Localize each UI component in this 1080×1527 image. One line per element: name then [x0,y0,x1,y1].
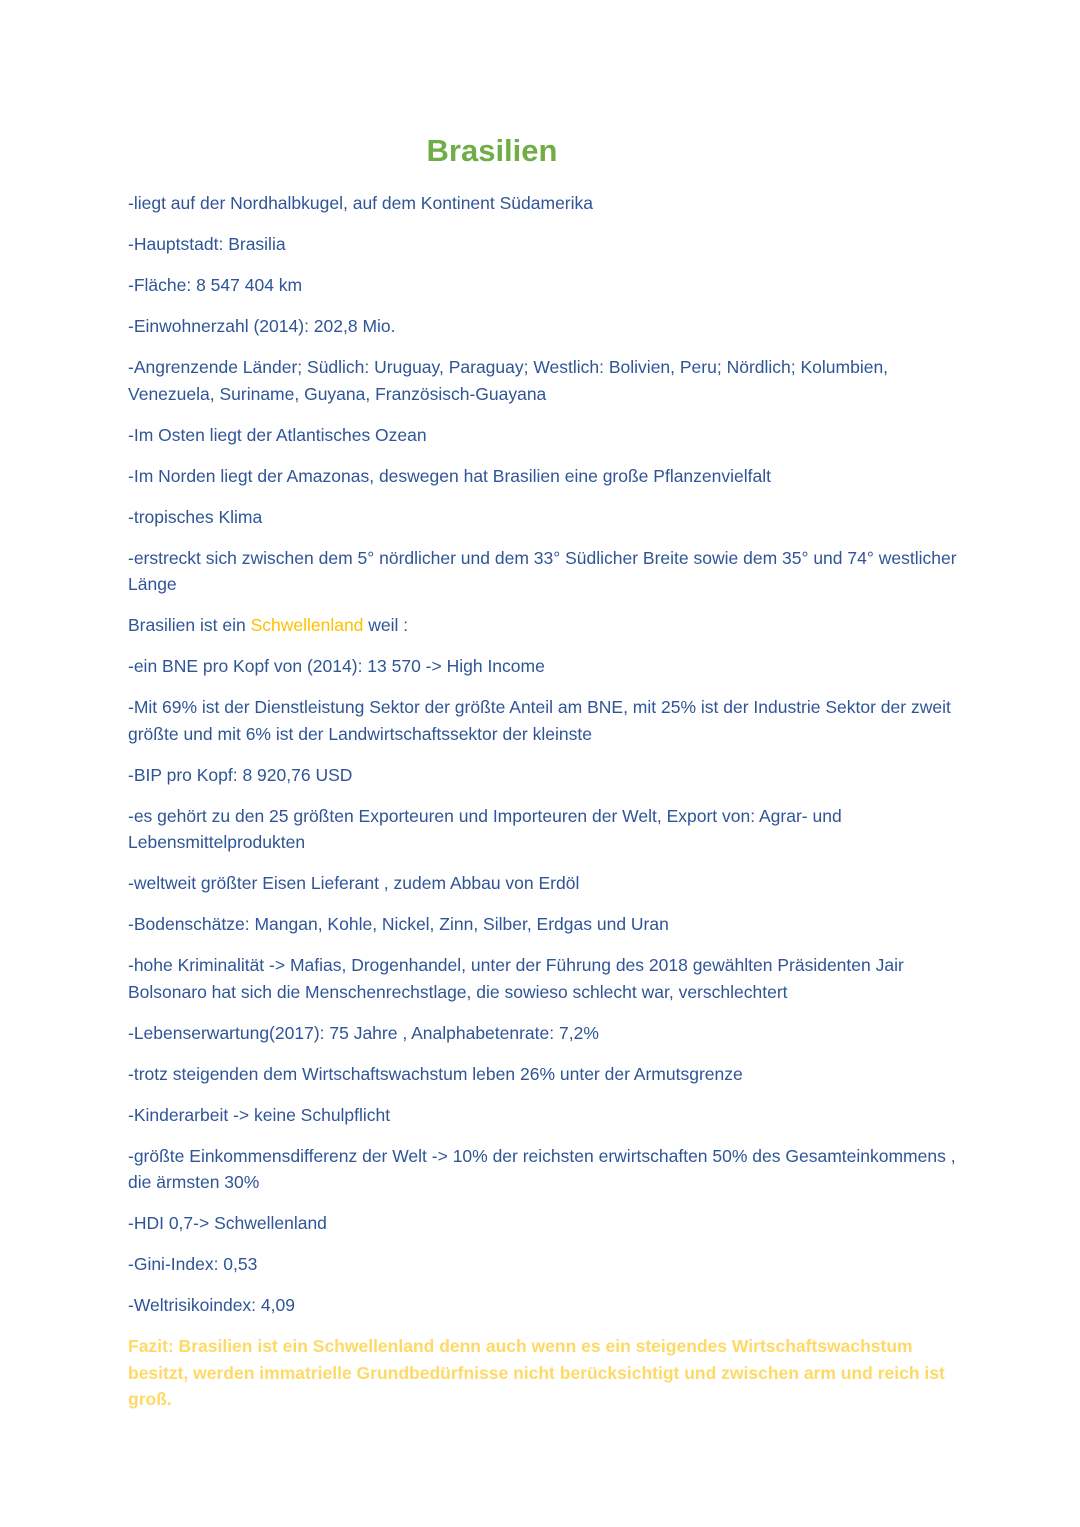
page-title: Brasilien [426,133,558,168]
list-item: -weltweit größter Eisen Lieferant , zudem Abbau von Erdöl [128,873,580,893]
list-item: -Im Osten liegt der Atlantisches Ozean [128,424,427,445]
list-item: -liegt auf der Nordhalbkugel, auf dem Kontinent Südamerika [128,193,593,213]
list-item: -Fläche: 8 547 404 km [128,275,303,295]
list-item: -größte Einkommensdifferenz der Welt -> 10% der reichsten erwirtschaften 50% des Gesamteinkommens , die ärmsten 30% [128,1145,956,1192]
list-item: -Angrenzende Länder; Südlich: Uruguay, Paraguay; Westlich: Bolivien, Peru; Nördlich; Kolumbien, Venezuela, Suriname, Guyana, Französisch-Guayana [128,357,889,404]
reason-prefix: Brasilien ist ein [128,615,251,635]
list-item: -Gini-Index: 0,53 [128,1254,258,1274]
list-item: -hohe Kriminalität -> Mafias, Drogenhandel, unter der Führung des 2018 gewählten Präsidenten Jair Bolsonaro hat sich die Menschenrechstlage, die sowieso schlecht war, verschlechtert [128,955,904,1002]
list-item: -Einwohnerzahl (2014): 202,8 Mio. [128,316,396,336]
list-item: -ein BNE pro Kopf von (2014): 13 570 -> High Income [128,656,545,676]
list-item: -Kinderarbeit -> keine Schulpflicht [128,1104,391,1125]
document-body [128,190,958,1413]
list-item: -HDI 0,7-> Schwellenland [128,1213,327,1233]
highlight-term: Schwellenland [250,615,364,635]
list-item: -es gehört zu den 25 größten Exporteuren und Importeuren der Welt, Export von: Agrar- und Lebensmittelprodukten [128,805,842,852]
list-item: -Weltrisikoindex: 4,09 [128,1295,295,1315]
list-item: -Mit 69% ist der Dienstleistung Sektor der größte Anteil am BNE, mit 25% ist der Industrie Sektor der zweit größte und mit 6% ist der Landwirtschaftssektor der kleinste [128,697,951,744]
list-item: -trotz steigenden dem Wirtschaftswachstum leben 26% unter der Armutsgrenze [128,1063,743,1084]
conclusion: Fazit: Brasilien ist ein Schwellenland denn auch wenn es ein steigendes Wirtschaftswachstum besitzt, werden immatrielle Grundbedürfnisse nicht berücksichtigt und zwischen arm und reich ist groß. [128,1336,945,1409]
facts-list [128,190,958,598]
reason-suffix: weil : [363,615,409,635]
list-item: -Hauptstadt: Brasilia [128,234,286,254]
list-item: -tropisches Klima [128,506,263,527]
list-item: -BIP pro Kopf: 8 920,76 USD [128,764,353,785]
list-item: -Im Norden liegt der Amazonas, deswegen hat Brasilien eine große Pflanzenvielfalt [128,465,771,486]
reason-heading [128,612,958,639]
list-item: -Bodenschätze: Mangan, Kohle, Nickel, Zinn, Silber, Erdgas und Uran [128,914,669,934]
list-item: -erstreckt sich zwischen dem 5° nördlicher und dem 33° Südlicher Breite sowie dem 35° und 74° westlicher Länge [128,547,957,594]
reasons-list [128,653,958,1319]
list-item: -Lebenserwartung(2017): 75 Jahre , Analphabetenrate: 7,2% [128,1022,599,1043]
